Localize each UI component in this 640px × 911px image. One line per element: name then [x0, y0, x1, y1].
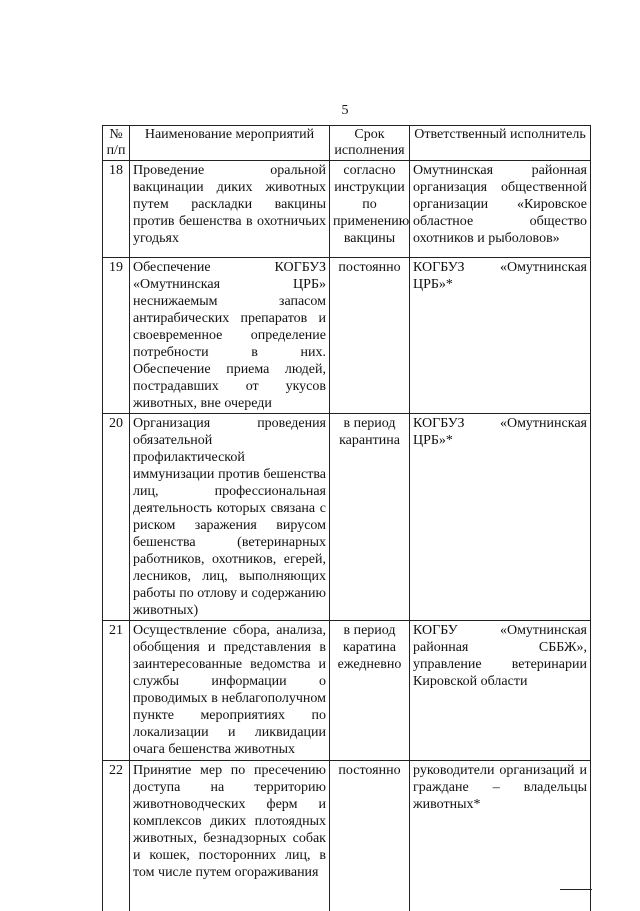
- header-num: № п/п: [103, 126, 130, 161]
- event-name: Проведение оральной вакцинации диких животных путем раскладки вакцины против бешенства в охотничьих угодьях: [130, 161, 330, 258]
- row-number: 22: [103, 761, 130, 911]
- table-header-row: [103, 126, 591, 161]
- event-responsible: КОГБУ «Омутнинская районная СББЖ», управление ветеринарии Кировской области: [410, 621, 591, 761]
- page-number: 5: [341, 103, 349, 118]
- continuation-mark: [560, 889, 592, 890]
- event-term: постоянно: [330, 258, 410, 414]
- header-responsible: Ответственный исполнитель: [410, 126, 591, 161]
- header-name: Наименование мероприятий: [130, 126, 330, 161]
- row-number: 18: [103, 161, 130, 258]
- event-responsible: КОГБУЗ «Омутнинская ЦРБ»*: [410, 258, 591, 414]
- event-responsible: Омутнинская районная организация общественной организации «Кировское областное общество охотников и рыболовов»: [410, 161, 591, 258]
- event-term: в период каратина ежедневно: [330, 621, 410, 761]
- event-term: постоянно: [330, 761, 410, 911]
- table-row: [103, 621, 591, 761]
- event-name: Организация проведения обязательной профилактической иммунизации против бешенства лиц, профессиональная деятельность которых связана с риском заражения вирусом бешенства (ветеринарных работников, охотников, егерей, лесников, лиц, выполняющих работы по отлову и содержанию животных): [130, 414, 330, 621]
- table-row: [103, 161, 591, 258]
- event-term: в период карантина: [330, 414, 410, 621]
- event-term: согласно инструкции по применению вакцины: [330, 161, 410, 258]
- event-name: Обеспечение КОГБУЗ «Омутнинская ЦРБ» неснижаемым запасом антирабических препаратов и своевременное определение потребности в них. Обеспечение приема людей, пострадавших от укусов животных, вне очереди: [130, 258, 330, 414]
- event-name: Осуществление сбора, анализа, обобщения и представления в заинтересованные ведомства и службы информации о проводимых в неблагополучном пункте мероприятиях по локализации и ликвидации очага бешенства животных: [130, 621, 330, 761]
- events-table: [102, 125, 591, 911]
- table-row: [103, 258, 591, 414]
- row-number: 20: [103, 414, 130, 621]
- header-term: Срок исполнения: [330, 126, 410, 161]
- table-row: [103, 761, 591, 911]
- event-responsible: КОГБУЗ «Омутнинская ЦРБ»*: [410, 414, 591, 621]
- table-row: [103, 414, 591, 621]
- row-number: 21: [103, 621, 130, 761]
- event-responsible: руководители организаций и граждане – владельцы животных*: [410, 761, 591, 911]
- row-number: 19: [103, 258, 130, 414]
- event-name: Принятие мер по пресечению доступа на территорию животноводческих ферм и комплексов диких плотоядных животных, безнадзорных собак и кошек, посторонних лиц, в том числе путем огораживания: [130, 761, 330, 911]
